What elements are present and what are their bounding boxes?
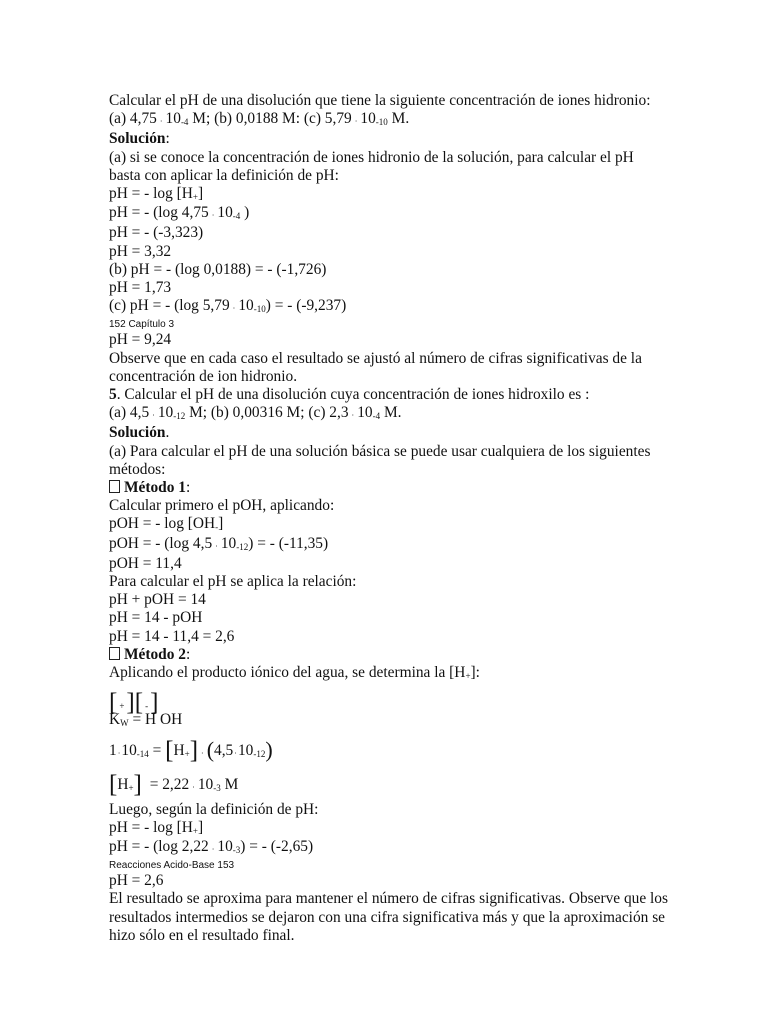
equation-line: pH = - (-3,323): [109, 224, 204, 242]
problem-values: (a) 4,5 · 10-12 M; (b) 0,00316 M; (c) 2,3 · 10-4 M.: [109, 404, 402, 422]
equation-line: pH = 14 - pOH: [109, 609, 203, 627]
equation-line: (c) pH = - (log 5,79 · 10-10) = - (-9,237): [109, 297, 347, 315]
method-heading: Método 2:: [109, 646, 669, 664]
problem-statement: 5. Calcular el pH de una disolución cuya concentración de iones hidroxilo es :: [109, 386, 590, 404]
equation-line: pH = 14 - 11,4 = 2,6: [109, 627, 235, 645]
solution-paragraph: (a) si se conoce la concentración de iones hidronio de la solución, para calcular el pH basta con aplicar la definición de pH:: [109, 148, 634, 184]
solution-heading: Solución:: [109, 130, 170, 148]
text-line: Calcular primero el pOH, aplicando:: [109, 497, 335, 515]
problem-statement: Calcular el pH de una disolución que tiene la siguiente concentración de iones hidronio:: [109, 92, 651, 109]
equation-line: pOH = - log [OH-]: [109, 515, 224, 533]
equation-line: (b) pH = - (log 0,0188) = - (-1,726): [109, 260, 327, 278]
equation-line: pH = 3,32: [109, 242, 172, 260]
page-footer-label: Reacciones Acido-Base 153: [109, 860, 235, 872]
conclusion-paragraph: El resultado se aproxima para mantener el número de cifras significativas. Observe que los resultados intermedios se dejaron con una cifra significativa más y que la aproximación se hizo sólo en el resultado final.: [109, 890, 668, 944]
equation-line: pH = 2,6: [109, 872, 164, 890]
text-line: Para calcular el pH se aplica la relación:: [109, 573, 357, 591]
solution-heading: Solución.: [109, 424, 170, 442]
problem-values: (a) 4,75 · 10-4 M; (b) 0,0188 M: (c) 5,79 · 10-10 M.: [109, 110, 410, 128]
document-body: [109, 92, 669, 945]
method-heading: Método 1:: [109, 479, 669, 497]
equation-line: pH = - (log 4,75 · 10-4 ): [109, 204, 250, 222]
equation-line: pOH = 11,4: [109, 554, 182, 572]
equation-line: pH + pOH = 14: [109, 591, 206, 609]
bullet-box-icon: [109, 647, 120, 660]
equation-line: pH = - log [H+]: [109, 818, 204, 836]
h-concentration-result: [H+] = 2,22 · 10-3 M: [109, 770, 239, 798]
kw-equation: KW = H OH: [109, 711, 183, 729]
equation-line: pH = - (log 2,22 · 10-3) = - (-2,65): [109, 837, 314, 855]
bullet-box-icon: [109, 480, 120, 493]
text-line: Luego, según la definición de pH:: [109, 800, 319, 818]
equation-line: pH = 9,24: [109, 331, 172, 349]
ionic-product-brackets: [ +][ -]: [109, 689, 159, 717]
equation-line: pH = 1,73: [109, 279, 172, 297]
text-line: Aplicando el producto iónico del agua, se determina la [H+]:: [109, 664, 480, 682]
solution-paragraph: (a) Para calcular el pH de una solución básica se puede usar cualquiera de los siguientes métodos:: [109, 442, 651, 478]
equation-line: pH = - log [H+]: [109, 185, 204, 203]
page-footer-label: 152 Capítulo 3: [109, 319, 175, 331]
kw-substitution: 1·10-14 = [H+] · (4,5·10-12): [109, 736, 273, 764]
observation-paragraph: Observe que en cada caso el resultado se ajustó al número de cifras significativas de la concentración de ion hidronio.: [109, 349, 642, 385]
equation-line: pOH = - (log 4,5 · 10-12) = - (-11,35): [109, 534, 329, 552]
